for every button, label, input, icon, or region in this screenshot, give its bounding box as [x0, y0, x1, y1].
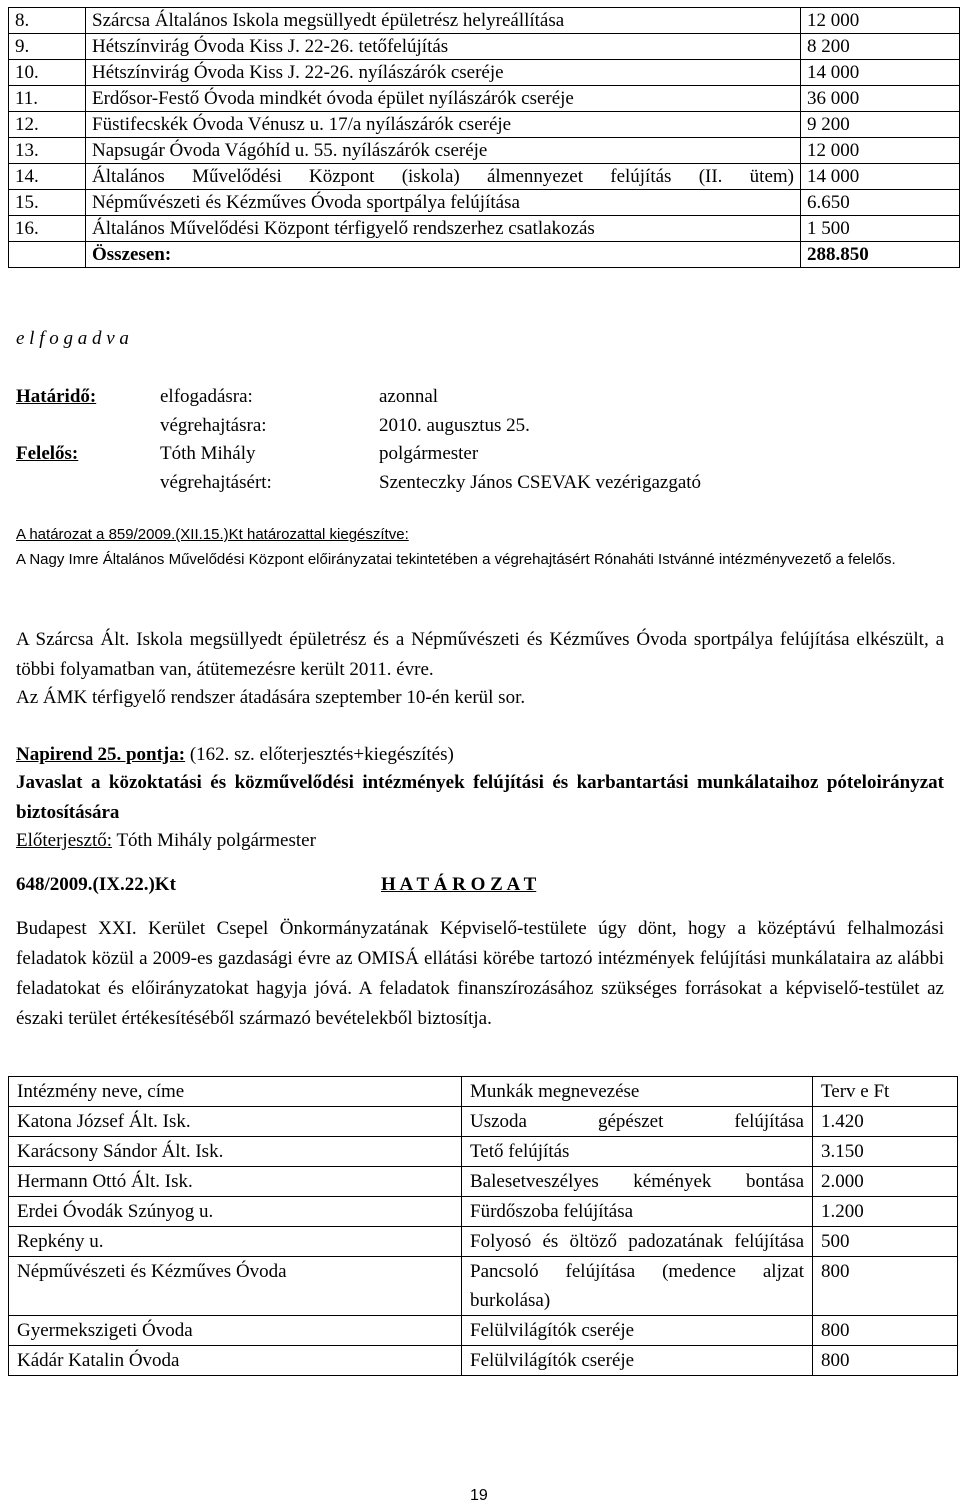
table-cell: Pancsoló felújítása (medence aljzat burkolása) — [462, 1257, 813, 1316]
row-amount: 36 000 — [801, 86, 960, 112]
table-cell: Erdei Óvodák Szúnyog u. — [9, 1197, 462, 1227]
table-cell: Felülvilágítók cseréje — [462, 1316, 813, 1346]
table-cell: Balesetveszélyes kémények bontása — [462, 1167, 813, 1197]
proposal-title: Javaslat a közoktatási és közművelődési intézmények felújítási és karbantartási munkálataihoz póteloirányzat biztosítására — [16, 772, 944, 823]
table-row — [9, 8, 960, 34]
presenter-line — [16, 826, 316, 856]
responsible-name: Tóth Mihály — [160, 443, 256, 464]
table-row — [9, 34, 960, 60]
presenter-label: Előterjesztő: — [16, 830, 113, 851]
table-cell: 2.000 — [813, 1167, 958, 1197]
table-cell: Fürdőszoba felújítása — [462, 1197, 813, 1227]
column-header: Intézmény neve, címe — [9, 1077, 462, 1107]
table-row — [9, 1167, 958, 1197]
table-row — [9, 190, 960, 216]
row-number: 12. — [9, 112, 86, 138]
adoption-value: azonnal — [379, 386, 439, 407]
table-cell: Gyermekszigeti Óvoda — [9, 1316, 462, 1346]
table-cell: 800 — [813, 1346, 958, 1376]
row-number: 8. — [9, 8, 86, 34]
total-label: Összesen: — [86, 242, 801, 268]
table-cell: 1.200 — [813, 1197, 958, 1227]
row-task: Szárcsa Általános Iskola megsüllyedt épületrész helyreállítása — [86, 8, 801, 34]
amendment-heading: A határozat a 859/2009.(XII.15.)Kt határozattal kiegészítve: — [16, 526, 409, 543]
table-cell: 3.150 — [813, 1137, 958, 1167]
agenda-line — [16, 740, 454, 770]
table-cell: 800 — [813, 1257, 958, 1316]
row-amount: 8 200 — [801, 34, 960, 60]
table-cell: Kádár Katalin Óvoda — [9, 1346, 462, 1376]
adoption-label: elfogadásra: — [160, 386, 253, 407]
row-number: 14. — [9, 164, 86, 190]
resolution-text: Budapest XXI. Kerület Csepel Önkormányzatának Képviselő-testülete úgy dönt, hogy a középtávú felhalmozási feladatok közül a 2009-es gazdasági évre az OMISÁ ellátási körébe tartozó intézmények felújítási munkálataira az alábbi feladatokat és előirányzatokat hagyja jóvá. A feladatok finanszírozásához szükséges forrásokat a képviselő-testület az északi terület értékesítéséből származó bevételekből biztosítja. — [16, 918, 944, 1029]
accepted-label: e l f o g a d v a — [16, 328, 129, 349]
execution-label: végrehajtásra: — [160, 415, 267, 436]
table-cell: Népművészeti és Kézműves Óvoda — [9, 1257, 462, 1316]
table-row — [9, 60, 960, 86]
row-task: Napsugár Óvoda Vágóhíd u. 55. nyílászárók cseréje — [86, 138, 801, 164]
row-number: 11. — [9, 86, 86, 112]
table-cell: 500 — [813, 1227, 958, 1257]
table-row — [9, 1316, 958, 1346]
table-row — [9, 112, 960, 138]
table-cell: Folyosó és öltöző padozatának felújítása — [462, 1227, 813, 1257]
budget-table — [8, 1076, 958, 1376]
total-value: 288.850 — [801, 242, 960, 268]
table-cell: Karácsony Sándor Ált. Isk. — [9, 1137, 462, 1167]
executor-label: végrehajtásért: — [160, 472, 272, 493]
row-amount: 12 000 — [801, 138, 960, 164]
row-amount: 9 200 — [801, 112, 960, 138]
responsible-title: polgármester — [379, 443, 479, 464]
table-row — [9, 138, 960, 164]
table-row — [9, 1227, 958, 1257]
row-amount: 6.650 — [801, 190, 960, 216]
deadline-label: Határidő: — [16, 386, 97, 407]
row-number: 13. — [9, 138, 86, 164]
status-paragraph: A Szárcsa Ált. Iskola megsüllyedt épületrész és a Népművészeti és Kézműves Óvoda sportpálya felújítása elkészült, a többi folyamatban van, átütemezésre került 2011. évre. — [16, 629, 944, 680]
resolution-heading: H A T Á R O Z A T — [381, 874, 537, 895]
row-task: Hétszínvirág Óvoda Kiss J. 22-26. tetőfelújítás — [86, 34, 801, 60]
table-cell: Hermann Ottó Ált. Isk. — [9, 1167, 462, 1197]
table-cell: 1.420 — [813, 1107, 958, 1137]
column-header: Munkák megnevezése — [462, 1077, 813, 1107]
status-paragraph-2: Az ÁMK térfigyelő rendszer átadására szeptember 10-én kerül sor. — [16, 687, 526, 708]
agenda-label: Napirend 25. pontja: — [16, 744, 186, 765]
row-task: Népművészeti és Kézműves Óvoda sportpálya felújítása — [86, 190, 801, 216]
column-header: Terv e Ft — [813, 1077, 958, 1107]
executor-value: Szenteczky János CSEVAK vezérigazgató — [379, 472, 702, 493]
row-task: Általános Művelődési Központ (iskola) álmennyezet felújítás (II. ütem) — [86, 164, 801, 190]
row-task: Erdősor-Festő Óvoda mindkét óvoda épület nyílászárók cseréje — [86, 86, 801, 112]
table-row — [9, 1137, 958, 1167]
row-task: Általános Művelődési Központ térfigyelő rendszerhez csatlakozás — [86, 216, 801, 242]
responsible-label: Felelős: — [16, 443, 79, 464]
row-number: 9. — [9, 34, 86, 60]
row-amount: 14 000 — [801, 60, 960, 86]
row-amount: 1 500 — [801, 216, 960, 242]
header-row — [9, 1077, 958, 1107]
agenda-ref: (162. sz. előterjesztés+kiegészítés) — [185, 744, 454, 765]
resolution-number: 648/2009.(IX.22.)Kt — [16, 874, 176, 895]
table-cell: 800 — [813, 1316, 958, 1346]
table-row — [9, 1107, 958, 1137]
row-number: 10. — [9, 60, 86, 86]
table-row — [9, 1257, 958, 1316]
page-number: 19 — [470, 1487, 488, 1504]
amendment-text: A Nagy Imre Általános Művelődési Központ előirányzatai tekintetében a végrehajtásért Rónaháti Istvánné intézményvezető a felelős. — [16, 551, 896, 568]
projects-table — [8, 7, 960, 268]
table-cell: Repkény u. — [9, 1227, 462, 1257]
total-row — [9, 242, 960, 268]
table-cell: Katona József Ált. Isk. — [9, 1107, 462, 1137]
table-row — [9, 164, 960, 190]
table-row — [9, 1346, 958, 1376]
row-number: 16. — [9, 216, 86, 242]
table-row — [9, 86, 960, 112]
table-cell: Felülvilágítók cseréje — [462, 1346, 813, 1376]
table-row — [9, 1197, 958, 1227]
table-cell: Uszoda gépészet felújítása — [462, 1107, 813, 1137]
row-task: Füstifecskék Óvoda Vénusz u. 17/a nyílászárók cseréje — [86, 112, 801, 138]
row-amount: 14 000 — [801, 164, 960, 190]
table-row — [9, 216, 960, 242]
row-amount: 12 000 — [801, 8, 960, 34]
total-blank — [9, 242, 86, 268]
presenter-value: Tóth Mihály polgármester — [112, 830, 316, 851]
row-number: 15. — [9, 190, 86, 216]
table-cell: Tető felújítás — [462, 1137, 813, 1167]
execution-value: 2010. augusztus 25. — [379, 415, 530, 436]
row-task: Hétszínvirág Óvoda Kiss J. 22-26. nyílászárók cseréje — [86, 60, 801, 86]
